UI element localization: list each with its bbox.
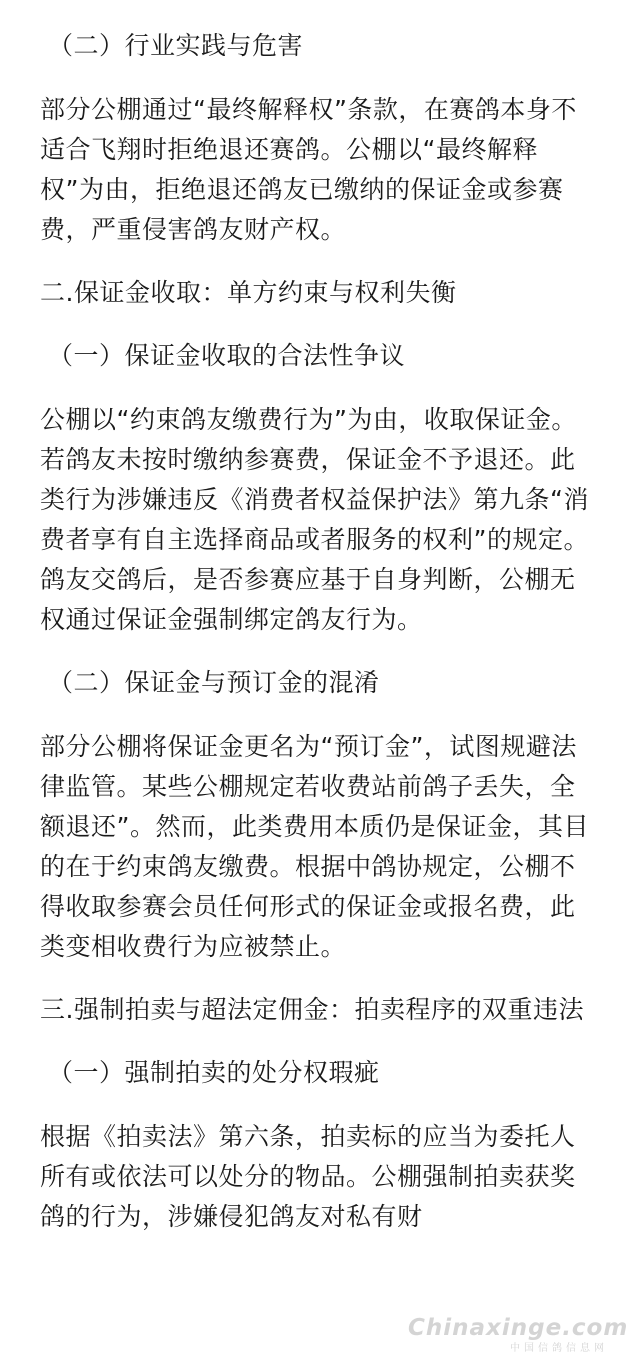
section-heading-3: 三.强制拍卖与超法定佣金：拍卖程序的双重违法	[40, 995, 584, 1024]
section-heading-2-1: （一）保证金收取的合法性争议	[48, 341, 406, 370]
paragraph: 部分公棚将保证金更名为“预订金”，试图规避法律监管。某些公棚规定若收费站前鸽子丢失，全额退还”。然而，此类费用本质仍是保证金，其目的在于约束鸽友缴费。根据中鸽协规定，公棚不得收取参赛会员任何形式的保证金或报名费，此类变相收费行为应被禁止。	[40, 732, 589, 961]
paragraph: 根据《拍卖法》第六条，拍卖标的应当为委托人所有或依法可以处分的物品。公棚强制拍卖获奖鸽的行为，涉嫌侵犯鸽友对私有财	[40, 1122, 576, 1231]
section-heading-2: 二.保证金收取：单方约束与权利失衡	[40, 278, 457, 307]
section-heading-2-2b: （二）保证金与预订金的混淆	[48, 668, 380, 697]
section-heading-3-1: （一）强制拍卖的处分权瑕疵	[48, 1058, 380, 1087]
watermark-subtitle: 中国信鸽信息网	[510, 1343, 608, 1354]
watermark-logo: Chinaxinge.com	[408, 1315, 629, 1341]
section-heading-2-2: （二）行业实践与危害	[48, 31, 304, 60]
site-watermark	[408, 1315, 629, 1354]
article-body	[40, 26, 600, 1237]
paragraph: 部分公棚通过“最终解释权”条款，在赛鸽本身不适合飞翔时拒绝退还赛鸽。公棚以“最终解释权”为由，拒绝退还鸽友已缴纳的保证金或参赛费，严重侵害鸽友财产权。	[40, 95, 577, 244]
paragraph: 公棚以“约束鸽友缴费行为”为由，收取保证金。若鸽友未按时缴纳参赛费，保证金不予退还。此类行为涉嫌违反《消费者权益保护法》第九条“消费者享有自主选择商品或者服务的权利”的规定。鸽友交鸽后，是否参赛应基于自身判断，公棚无权通过保证金强制绑定鸽友行为。	[40, 405, 589, 634]
